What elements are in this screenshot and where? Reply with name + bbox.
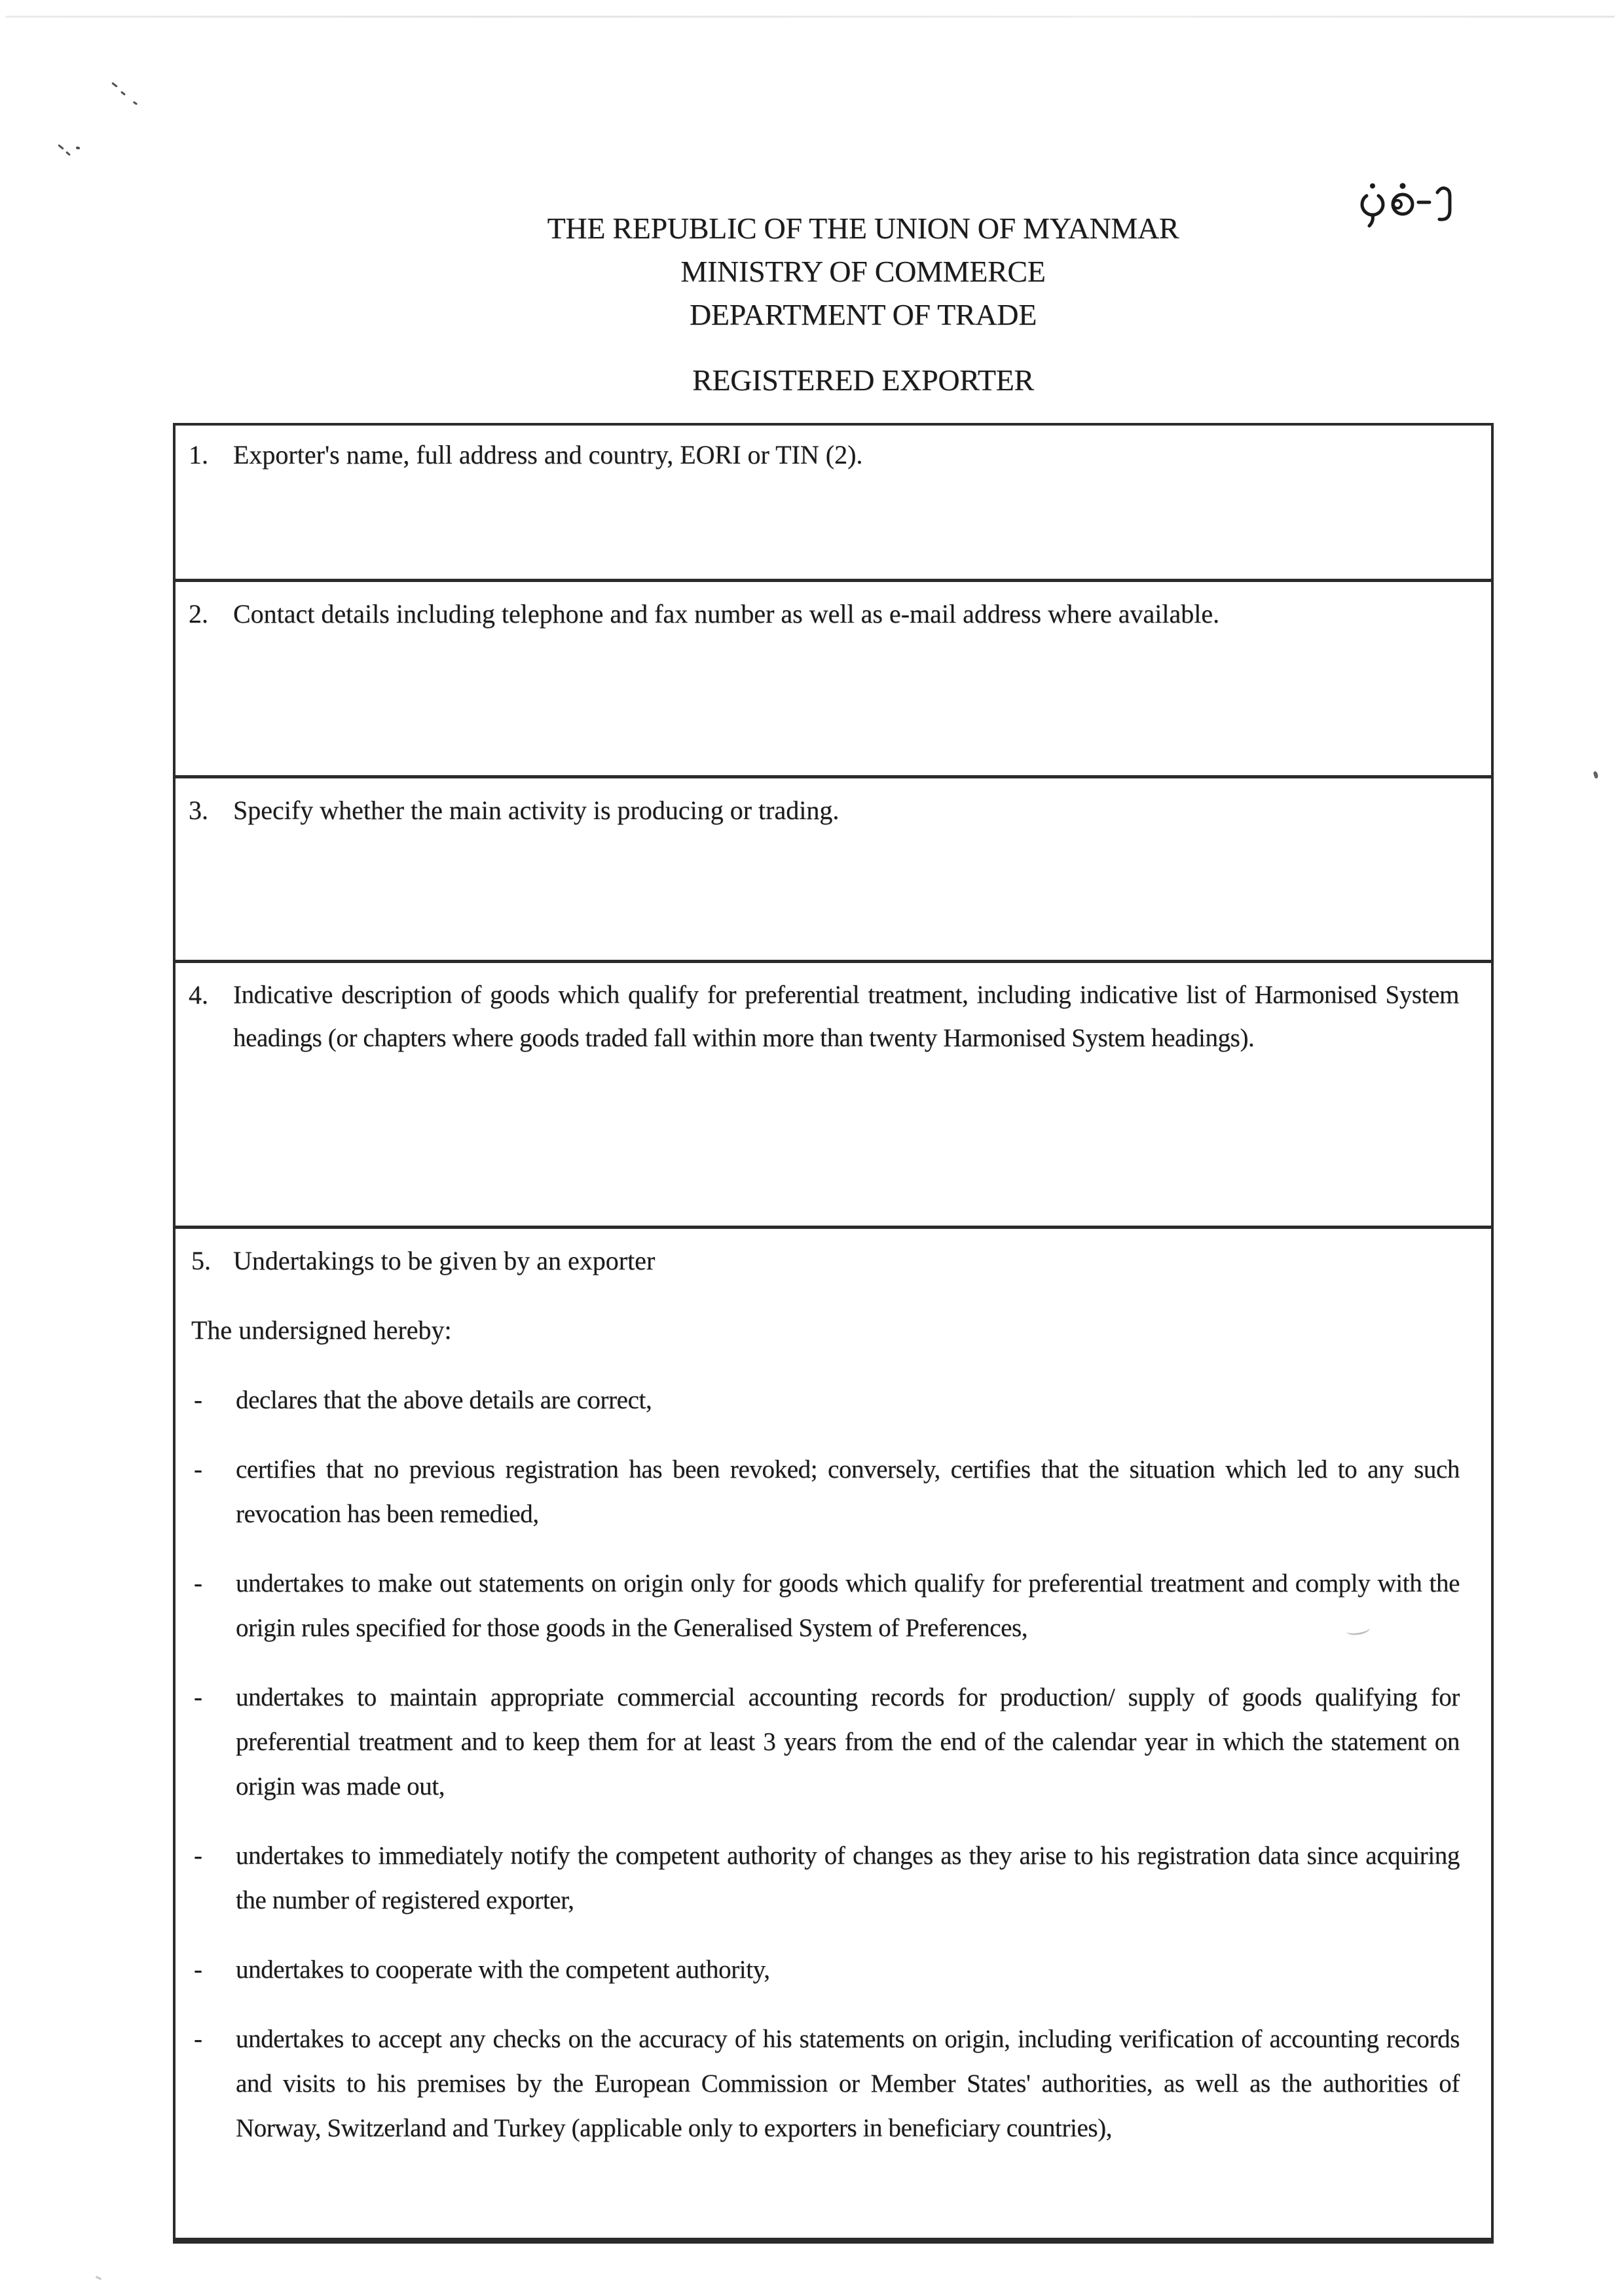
- scan-artifact-speckle: [111, 82, 118, 88]
- document-header: [51, 207, 1624, 402]
- header-department-line: DEPARTMENT OF TRADE: [690, 298, 1037, 331]
- row-number: 5.: [191, 1246, 211, 1275]
- bullet-dash: -: [194, 1569, 202, 1597]
- row-number: 3.: [189, 795, 208, 825]
- bullet-dash: -: [194, 1956, 202, 1984]
- table-row-4: [175, 960, 1491, 1226]
- row-text: Specify whether the main activity is producing or trading.: [233, 795, 840, 825]
- row-number: 2.: [189, 599, 208, 629]
- undertaking-item: [191, 1948, 1460, 1992]
- table-row-2: [175, 579, 1491, 775]
- scan-artifact-speckle: [58, 144, 64, 150]
- scan-artifact-speckle: [65, 151, 71, 156]
- row-text: Contact details including telephone and fax number as well as e-mail address where available.: [233, 599, 1220, 629]
- undertaking-item: [191, 1561, 1460, 1650]
- scan-artifact-speckle: [76, 147, 81, 150]
- scan-artifact-mark: [96, 2276, 101, 2280]
- row-number: 4.: [189, 980, 208, 1010]
- row-number: 1.: [189, 440, 208, 469]
- section5-heading: [191, 1239, 1460, 1283]
- scan-artifact-speckle: [120, 91, 126, 96]
- bullet-dash: -: [194, 1386, 202, 1414]
- section5-intro: The undersigned hereby:: [191, 1315, 452, 1345]
- row-text: Exporter's name, full address and country, EORI or TIN (2).: [233, 440, 863, 469]
- undertaking-item: [191, 2017, 1460, 2151]
- bullet-dash: -: [194, 1842, 202, 1870]
- table-row-5-undertakings: [175, 1226, 1491, 2238]
- undertaking-text: declares that the above details are correct,: [236, 1386, 652, 1414]
- bullet-dash: -: [194, 1455, 202, 1484]
- row-text: Undertakings to be given by an exporter: [233, 1246, 655, 1275]
- undertaking-text: undertakes to immediately notify the competent authority of changes as they arise to his registration data since acquiring the number of registered exporter,: [236, 1842, 1460, 1914]
- scan-artifact-topline: [5, 16, 1615, 18]
- bullet-dash: -: [194, 2025, 202, 2053]
- table-row-3: [175, 775, 1491, 960]
- page-title: REGISTERED EXPORTER: [692, 363, 1034, 397]
- exporter-form-table: [173, 423, 1494, 2244]
- row-text: Indicative description of goods which qualify for preferential treatment, including indicative list of Harmonised System headings (or chapters where goods traded fall within more than twenty Harmonised System headings).: [233, 981, 1459, 1052]
- table-row-1: [175, 426, 1491, 579]
- undertaking-text: undertakes to maintain appropriate commercial accounting records for production/ supply of goods qualifying for preferential treatment and to keep them for at least 3 years from the end of the calendar year in which the statement on origin was made out,: [236, 1683, 1460, 1800]
- undertaking-item: [191, 1675, 1460, 1809]
- undertaking-text: undertakes to cooperate with the competent authority,: [236, 1956, 770, 1984]
- scan-artifact-mark: [1593, 771, 1598, 778]
- header-country-line: THE REPUBLIC OF THE UNION OF MYANMAR: [547, 211, 1179, 245]
- bullet-dash: -: [194, 1683, 202, 1711]
- undertaking-item: [191, 1378, 1460, 1423]
- scan-artifact-speckle: [133, 101, 138, 105]
- undertaking-item: [191, 1834, 1460, 1923]
- header-ministry-line: MINISTRY OF COMMERCE: [680, 255, 1046, 288]
- undertaking-text: certifies that no previous registration has been revoked; conversely, certifies that the situation which led to any such revocation has been remedied,: [236, 1455, 1460, 1528]
- undertaking-item: [191, 1448, 1460, 1537]
- undertaking-text: undertakes to make out statements on origin only for goods which qualify for preferential treatment and comply with the origin rules specified for those goods in the Generalised System of Preferences,: [236, 1569, 1460, 1642]
- undertaking-text: undertakes to accept any checks on the accuracy of his statements on origin, including verification of accounting records and visits to his premises by the European Commission or Member States' authorities, as well as the authorities of Norway, Switzerland and Turkey (applicable only to exporters in beneficiary countries),: [236, 2025, 1460, 2142]
